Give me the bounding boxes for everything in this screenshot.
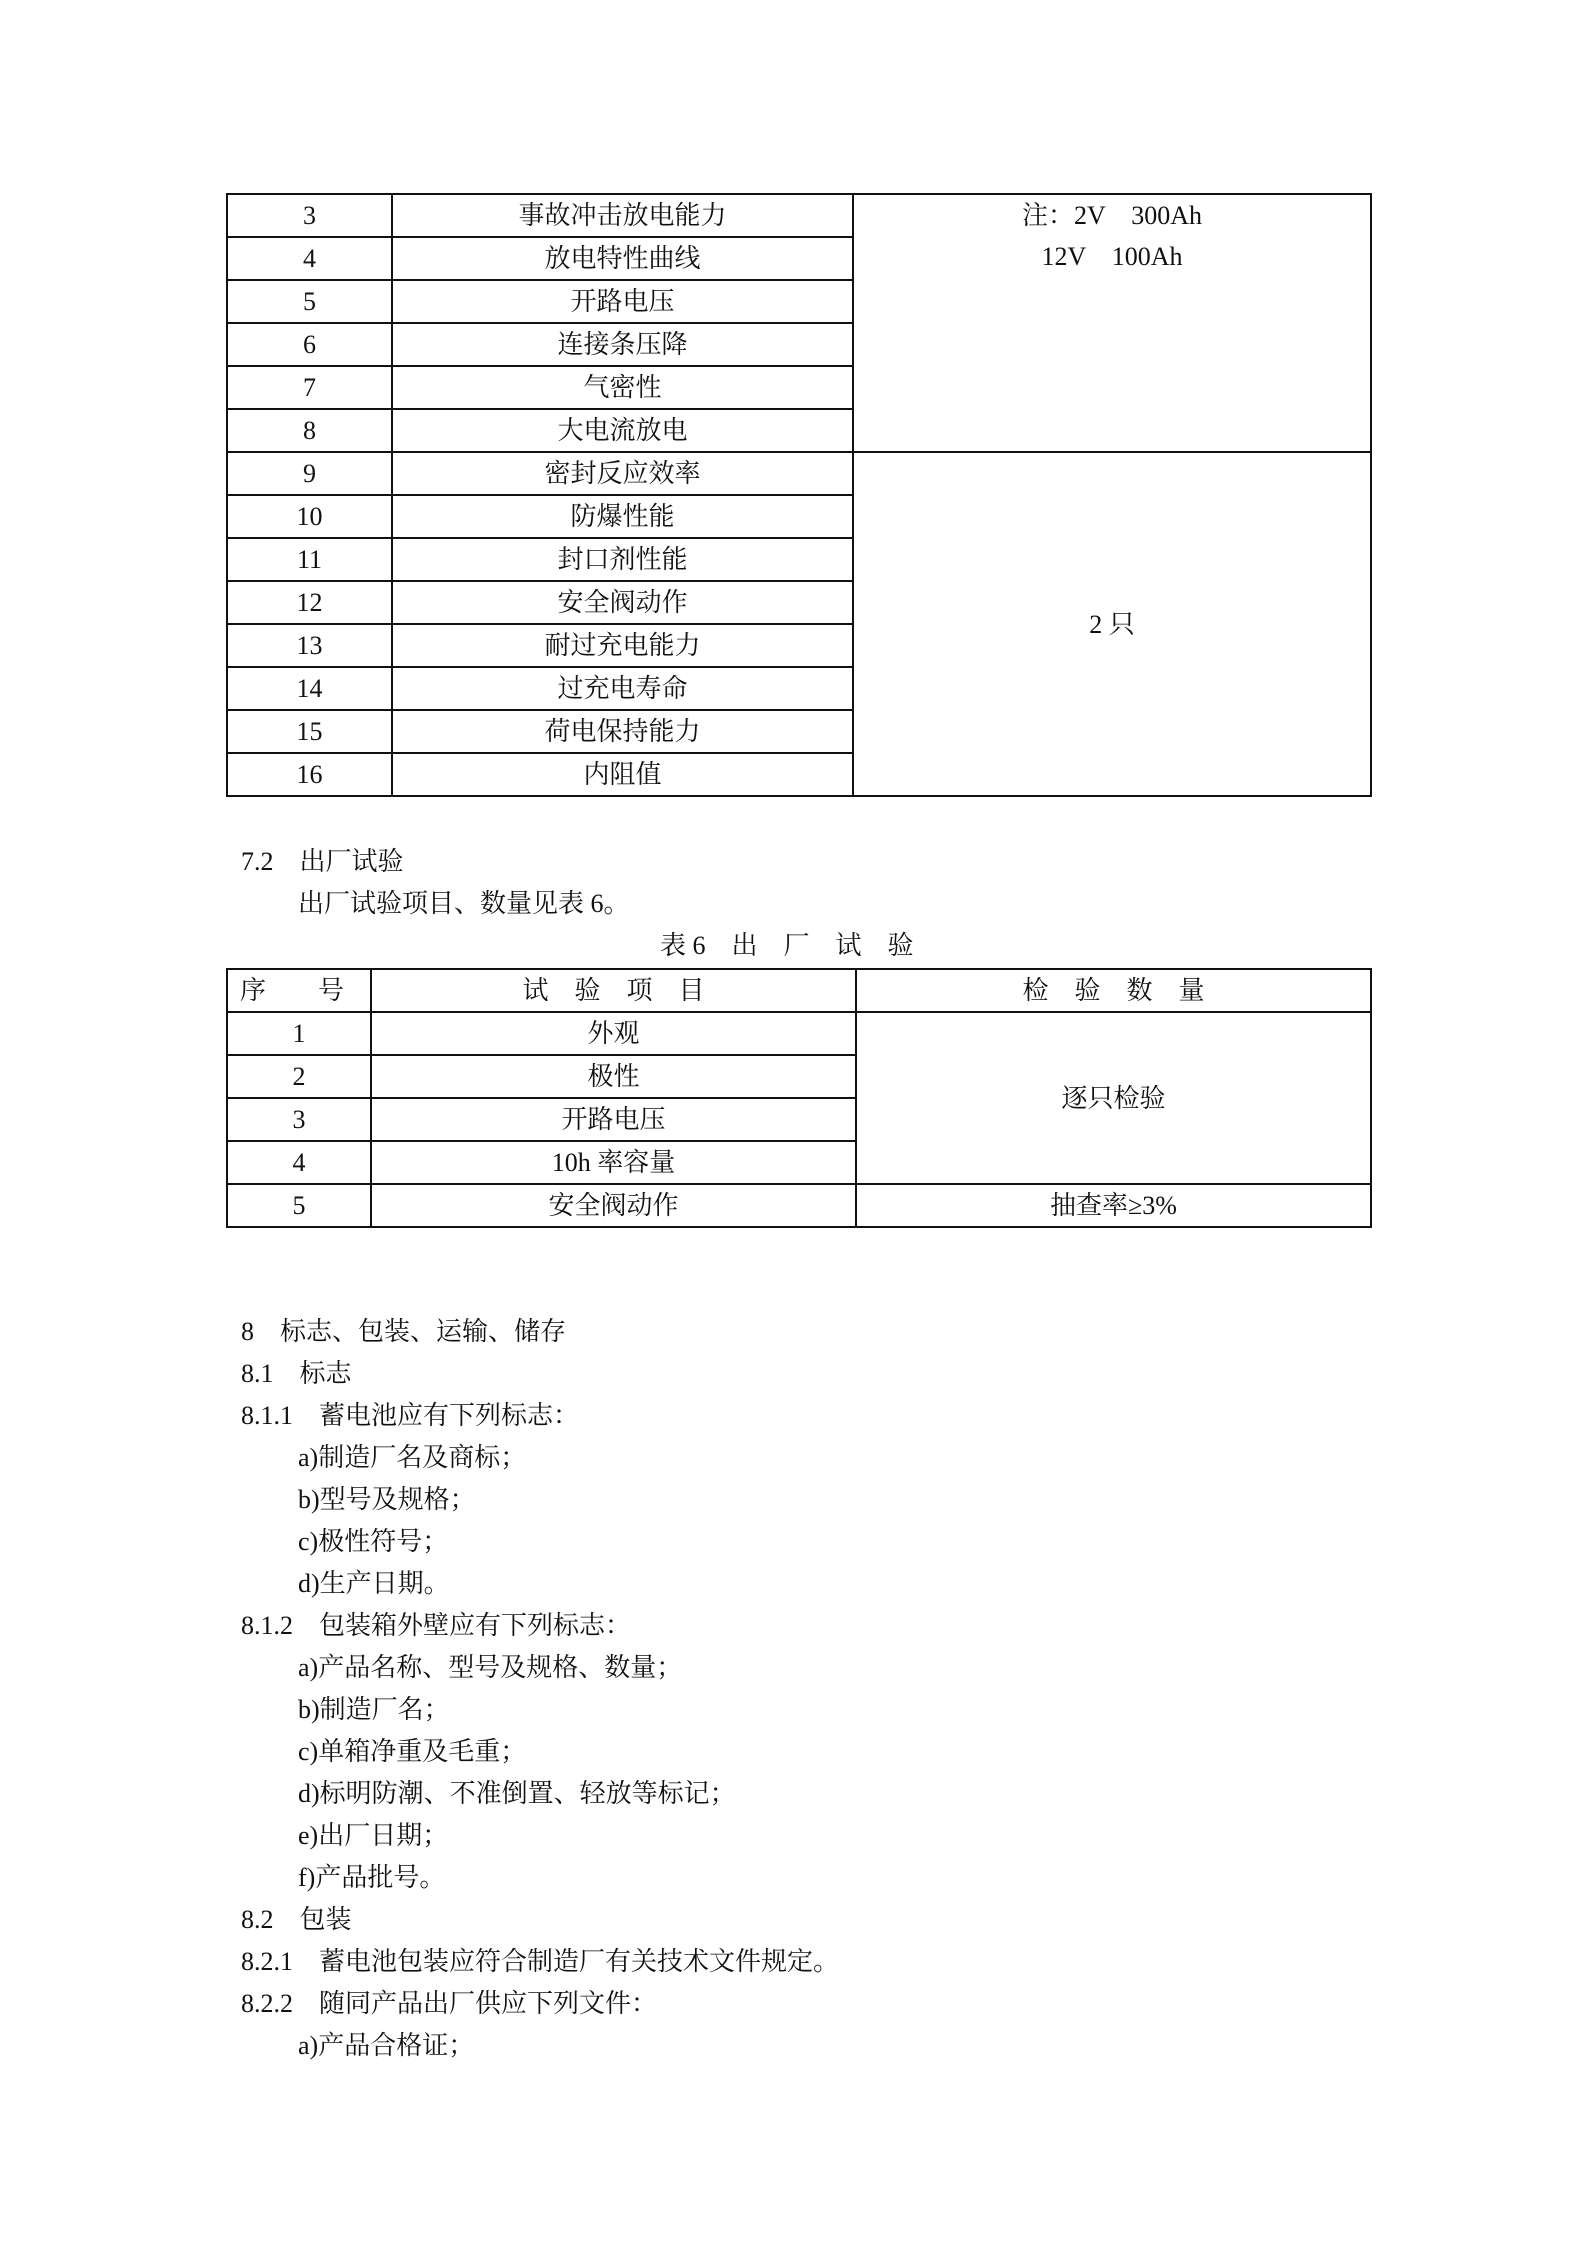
row-item: 极性 — [371, 1055, 856, 1098]
quantity-last: 抽查率≥3% — [856, 1184, 1371, 1227]
quantity-merged: 逐只检验 — [856, 1012, 1371, 1184]
row-item: 耐过充电能力 — [392, 624, 853, 667]
text-line: e)出厂日期； — [298, 1821, 449, 1850]
row-item: 放电特性曲线 — [392, 237, 853, 280]
row-no: 6 — [227, 323, 392, 366]
section-7-2-heading: 7.2 出厂试验 — [241, 847, 404, 876]
text-line: 8.1.1 蓄电池应有下列标志： — [241, 1401, 580, 1430]
quantity-cell: 2 只 — [853, 452, 1371, 796]
note-line-1: 注：2V 300Ah — [1021, 201, 1203, 230]
text-line: d)生产日期。 — [298, 1569, 450, 1598]
note-line-2: 12V 100Ah — [1041, 242, 1183, 271]
row-no: 5 — [227, 280, 392, 323]
row-item: 事故冲击放电能力 — [392, 194, 853, 237]
row-item: 封口剂性能 — [392, 538, 853, 581]
row-no: 14 — [227, 667, 392, 710]
row-no: 3 — [227, 1098, 371, 1141]
text-line: a)产品合格证； — [298, 2031, 475, 2060]
text-line: c)单箱净重及毛重； — [298, 1737, 527, 1766]
header-no: 序 号 — [227, 969, 371, 1012]
row-no: 4 — [227, 237, 392, 280]
text-line: b)制造厂名； — [298, 1695, 450, 1724]
row-item: 外观 — [371, 1012, 856, 1055]
row-item: 大电流放电 — [392, 409, 853, 452]
row-item: 10h 率容量 — [371, 1141, 856, 1184]
text-line: 8.2.2 随同产品出厂供应下列文件： — [241, 1989, 658, 2018]
row-no: 16 — [227, 753, 392, 796]
row-no: 9 — [227, 452, 392, 495]
row-item: 连接条压降 — [392, 323, 853, 366]
text-line: 8.1.2 包装箱外壁应有下列标志： — [241, 1611, 632, 1640]
table-6-caption: 表 6 出 厂 试 验 — [660, 931, 914, 960]
text-line: 8.2.1 蓄电池包装应符合制造厂有关技术文件规定。 — [241, 1947, 840, 1976]
row-no: 5 — [227, 1184, 371, 1227]
row-no: 13 — [227, 624, 392, 667]
row-item: 开路电压 — [371, 1098, 856, 1141]
text-line: 8 标志、包装、运输、储存 — [241, 1317, 567, 1346]
text-line: b)型号及规格； — [298, 1485, 476, 1514]
table-row — [227, 1184, 1371, 1227]
row-item: 密封反应效率 — [392, 452, 853, 495]
text-line: d)标明防潮、不准倒置、轻放等标记； — [298, 1779, 736, 1808]
text-line: 8.2 包装 — [241, 1905, 352, 1934]
row-item: 安全阀动作 — [392, 581, 853, 624]
row-no: 7 — [227, 366, 392, 409]
row-item: 气密性 — [392, 366, 853, 409]
note-cell — [853, 194, 1371, 452]
row-no: 10 — [227, 495, 392, 538]
row-no: 8 — [227, 409, 392, 452]
table-header-row — [227, 969, 1371, 1012]
row-item: 内阻值 — [392, 753, 853, 796]
row-no: 12 — [227, 581, 392, 624]
section-7-2-text: 出厂试验项目、数量见表 6。 — [298, 889, 630, 918]
row-no: 11 — [227, 538, 392, 581]
header-item: 试 验 项 目 — [371, 969, 856, 1012]
text-line: a)制造厂名及商标； — [298, 1443, 527, 1472]
row-no: 3 — [227, 194, 392, 237]
table-6 — [226, 968, 1372, 1228]
text-line: 8.1 标志 — [241, 1359, 352, 1388]
row-item: 开路电压 — [392, 280, 853, 323]
text-line: a)产品名称、型号及规格、数量； — [298, 1653, 683, 1682]
text-line: f)产品批号。 — [298, 1863, 446, 1892]
row-no: 2 — [227, 1055, 371, 1098]
row-no: 15 — [227, 710, 392, 753]
table-row — [227, 452, 1371, 495]
header-quantity: 检 验 数 量 — [856, 969, 1371, 1012]
table-row — [227, 194, 1371, 237]
row-item: 荷电保持能力 — [392, 710, 853, 753]
row-item: 防爆性能 — [392, 495, 853, 538]
row-no: 1 — [227, 1012, 371, 1055]
table-row — [227, 1012, 1371, 1055]
table-5-continued — [226, 193, 1372, 797]
row-item: 安全阀动作 — [371, 1184, 856, 1227]
text-line: c)极性符号； — [298, 1527, 449, 1556]
row-item: 过充电寿命 — [392, 667, 853, 710]
row-no: 4 — [227, 1141, 371, 1184]
